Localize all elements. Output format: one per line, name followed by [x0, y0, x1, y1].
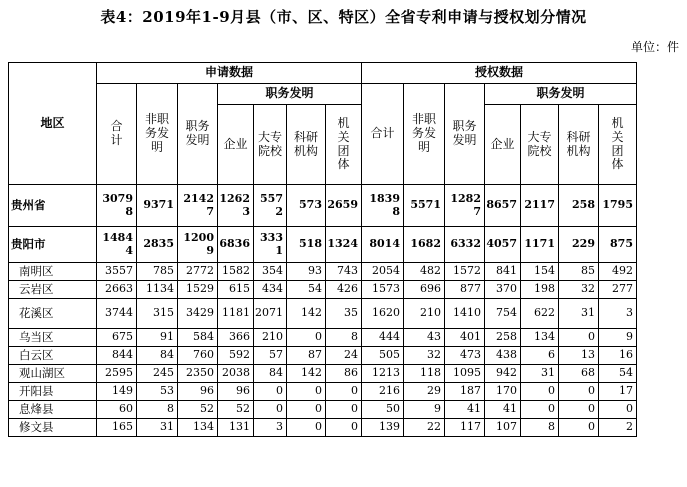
cell-gr-ent: 107: [485, 419, 521, 437]
cell-app-ent: 1181: [218, 299, 254, 329]
cell-gr-agy: 1795: [599, 185, 637, 227]
cell-gr-total: 216: [362, 383, 404, 401]
cell-gr-total: 8014: [362, 227, 404, 263]
cell-app-non: 9371: [137, 185, 178, 227]
cell-app-agy: 8: [326, 329, 362, 347]
cell-gr-non: 43: [404, 329, 445, 347]
cell-gr-total: 139: [362, 419, 404, 437]
cell-gr-svc: 1572: [445, 263, 485, 281]
cell-gr-total: 2054: [362, 263, 404, 281]
cell-app-svc: 1529: [178, 281, 218, 299]
cell-app-res: 0: [287, 383, 326, 401]
header-app-non-service: 非职务发明: [137, 84, 178, 185]
cell-gr-ent: 754: [485, 299, 521, 329]
cell-gr-agy: 492: [599, 263, 637, 281]
cell-app-col: 0: [254, 383, 287, 401]
cell-app-col: 5572: [254, 185, 287, 227]
cell-app-non: 91: [137, 329, 178, 347]
header-region: 地区: [9, 63, 97, 185]
header-gr-service-breakdown: 职务发明: [485, 84, 637, 105]
cell-app-agy: 35: [326, 299, 362, 329]
cell-app-ent: 12623: [218, 185, 254, 227]
region-name: 云岩区: [9, 281, 97, 299]
header-gr-research: 科研机构: [559, 105, 599, 185]
cell-app-ent: 592: [218, 347, 254, 365]
cell-app-svc: 21427: [178, 185, 218, 227]
cell-gr-res: 0: [559, 383, 599, 401]
cell-gr-col: 154: [521, 263, 559, 281]
cell-app-svc: 760: [178, 347, 218, 365]
cell-app-non: 8: [137, 401, 178, 419]
region-name: 观山湖区: [9, 365, 97, 383]
cell-gr-ent: 258: [485, 329, 521, 347]
header-app-service-breakdown: 职务发明: [218, 84, 362, 105]
cell-app-agy: 1324: [326, 227, 362, 263]
cell-app-svc: 584: [178, 329, 218, 347]
cell-gr-ent: 8657: [485, 185, 521, 227]
cell-app-total: 30798: [97, 185, 137, 227]
cell-app-non: 2835: [137, 227, 178, 263]
header-app-agency: 机关团体: [326, 105, 362, 185]
cell-gr-col: 622: [521, 299, 559, 329]
cell-gr-ent: 41: [485, 401, 521, 419]
cell-app-col: 57: [254, 347, 287, 365]
cell-gr-res: 68: [559, 365, 599, 383]
header-gr-service: 职务发明: [445, 84, 485, 185]
header-gr-total: 合计: [362, 84, 404, 185]
cell-gr-svc: 1410: [445, 299, 485, 329]
cell-app-ent: 131: [218, 419, 254, 437]
cell-app-svc: 12009: [178, 227, 218, 263]
cell-gr-agy: 9: [599, 329, 637, 347]
header-app-enterprise: 企业: [218, 105, 254, 185]
cell-app-ent: 2038: [218, 365, 254, 383]
cell-gr-non: 210: [404, 299, 445, 329]
cell-app-ent: 1582: [218, 263, 254, 281]
table-row: [9, 419, 637, 437]
cell-gr-non: 696: [404, 281, 445, 299]
cell-gr-col: 6: [521, 347, 559, 365]
cell-app-res: 573: [287, 185, 326, 227]
table-row: [9, 329, 637, 347]
header-app-service: 职务发明: [178, 84, 218, 185]
cell-gr-ent: 170: [485, 383, 521, 401]
cell-app-col: 0: [254, 401, 287, 419]
cell-app-col: 2071: [254, 299, 287, 329]
header-app-total: 合计: [97, 84, 137, 185]
cell-gr-col: 0: [521, 383, 559, 401]
header-app-research: 科研机构: [287, 105, 326, 185]
cell-app-col: 210: [254, 329, 287, 347]
cell-gr-agy: 54: [599, 365, 637, 383]
cell-app-total: 2663: [97, 281, 137, 299]
cell-gr-agy: 875: [599, 227, 637, 263]
cell-app-total: 14844: [97, 227, 137, 263]
cell-gr-svc: 473: [445, 347, 485, 365]
cell-gr-ent: 4057: [485, 227, 521, 263]
cell-gr-res: 0: [559, 329, 599, 347]
cell-app-ent: 366: [218, 329, 254, 347]
cell-gr-total: 444: [362, 329, 404, 347]
cell-gr-total: 18398: [362, 185, 404, 227]
cell-gr-res: 13: [559, 347, 599, 365]
region-name: 贵阳市: [9, 227, 97, 263]
cell-gr-col: 8: [521, 419, 559, 437]
cell-app-ent: 615: [218, 281, 254, 299]
table-row: [9, 281, 637, 299]
cell-gr-ent: 942: [485, 365, 521, 383]
cell-app-ent: 52: [218, 401, 254, 419]
cell-gr-svc: 877: [445, 281, 485, 299]
cell-app-total: 165: [97, 419, 137, 437]
cell-gr-agy: 0: [599, 401, 637, 419]
cell-gr-total: 505: [362, 347, 404, 365]
cell-app-col: 354: [254, 263, 287, 281]
cell-app-svc: 96: [178, 383, 218, 401]
region-name: 开阳县: [9, 383, 97, 401]
cell-app-res: 54: [287, 281, 326, 299]
cell-gr-non: 482: [404, 263, 445, 281]
cell-app-res: 518: [287, 227, 326, 263]
cell-gr-col: 1171: [521, 227, 559, 263]
cell-gr-agy: 2: [599, 419, 637, 437]
cell-app-total: 60: [97, 401, 137, 419]
cell-app-total: 844: [97, 347, 137, 365]
cell-app-ent: 6836: [218, 227, 254, 263]
cell-gr-total: 1620: [362, 299, 404, 329]
region-name: 花溪区: [9, 299, 97, 329]
cell-gr-ent: 438: [485, 347, 521, 365]
cell-app-agy: 743: [326, 263, 362, 281]
cell-gr-ent: 370: [485, 281, 521, 299]
cell-app-non: 785: [137, 263, 178, 281]
cell-app-col: 84: [254, 365, 287, 383]
cell-gr-svc: 117: [445, 419, 485, 437]
cell-gr-non: 1682: [404, 227, 445, 263]
cell-gr-svc: 6332: [445, 227, 485, 263]
cell-gr-non: 29: [404, 383, 445, 401]
cell-gr-total: 50: [362, 401, 404, 419]
table-row: [9, 365, 637, 383]
cell-app-col: 434: [254, 281, 287, 299]
cell-gr-agy: 16: [599, 347, 637, 365]
cell-app-svc: 2772: [178, 263, 218, 281]
cell-app-agy: 2659: [326, 185, 362, 227]
cell-gr-agy: 17: [599, 383, 637, 401]
cell-app-svc: 52: [178, 401, 218, 419]
cell-app-res: 0: [287, 419, 326, 437]
cell-gr-res: 85: [559, 263, 599, 281]
header-gr-enterprise: 企业: [485, 105, 521, 185]
cell-gr-total: 1573: [362, 281, 404, 299]
cell-app-non: 84: [137, 347, 178, 365]
header-gr-agency: 机关团体: [599, 105, 637, 185]
cell-app-res: 142: [287, 365, 326, 383]
cell-gr-col: 31: [521, 365, 559, 383]
cell-gr-svc: 1095: [445, 365, 485, 383]
cell-app-total: 3744: [97, 299, 137, 329]
cell-gr-res: 31: [559, 299, 599, 329]
cell-app-non: 1134: [137, 281, 178, 299]
cell-gr-non: 118: [404, 365, 445, 383]
header-gr-non-service: 非职务发明: [404, 84, 445, 185]
cell-app-total: 675: [97, 329, 137, 347]
cell-app-total: 3557: [97, 263, 137, 281]
table-title: 表4：2019年1-9月县（市、区、特区）全省专利申请与授权划分情况: [100, 8, 587, 26]
cell-app-non: 31: [137, 419, 178, 437]
cell-app-total: 149: [97, 383, 137, 401]
cell-app-agy: 24: [326, 347, 362, 365]
cell-gr-non: 9: [404, 401, 445, 419]
table-row: [9, 401, 637, 419]
cell-gr-res: 258: [559, 185, 599, 227]
header-gr-college: 大专院校: [521, 105, 559, 185]
table-row: [9, 185, 637, 227]
cell-gr-agy: 3: [599, 299, 637, 329]
cell-app-non: 315: [137, 299, 178, 329]
unit-label: 单位：件: [630, 40, 679, 54]
region-name: 修文县: [9, 419, 97, 437]
cell-gr-non: 5571: [404, 185, 445, 227]
cell-app-agy: 86: [326, 365, 362, 383]
table-row: [9, 383, 637, 401]
cell-app-res: 87: [287, 347, 326, 365]
cell-gr-ent: 841: [485, 263, 521, 281]
cell-gr-col: 0: [521, 401, 559, 419]
cell-app-agy: 426: [326, 281, 362, 299]
patent-table: [8, 62, 637, 437]
cell-gr-col: 198: [521, 281, 559, 299]
cell-gr-svc: 187: [445, 383, 485, 401]
cell-app-agy: 0: [326, 419, 362, 437]
cell-app-res: 142: [287, 299, 326, 329]
cell-app-svc: 2350: [178, 365, 218, 383]
cell-gr-res: 0: [559, 419, 599, 437]
header-grant: 授权数据: [362, 63, 637, 84]
cell-gr-col: 134: [521, 329, 559, 347]
cell-app-agy: 0: [326, 383, 362, 401]
table-row: [9, 227, 637, 263]
cell-app-res: 0: [287, 329, 326, 347]
cell-app-non: 245: [137, 365, 178, 383]
cell-gr-non: 22: [404, 419, 445, 437]
cell-app-non: 53: [137, 383, 178, 401]
cell-app-res: 0: [287, 401, 326, 419]
region-name: 白云区: [9, 347, 97, 365]
cell-gr-total: 1213: [362, 365, 404, 383]
table-row: [9, 263, 637, 281]
table-row: [9, 299, 637, 329]
cell-gr-col: 2117: [521, 185, 559, 227]
cell-app-svc: 134: [178, 419, 218, 437]
cell-app-ent: 96: [218, 383, 254, 401]
cell-app-svc: 3429: [178, 299, 218, 329]
header-application: 申请数据: [97, 63, 362, 84]
cell-app-total: 2595: [97, 365, 137, 383]
header-app-college: 大专院校: [254, 105, 287, 185]
cell-app-col: 3331: [254, 227, 287, 263]
table-row: [9, 347, 637, 365]
cell-app-res: 93: [287, 263, 326, 281]
cell-gr-svc: 12827: [445, 185, 485, 227]
region-name: 息烽县: [9, 401, 97, 419]
region-name: 贵州省: [9, 185, 97, 227]
cell-app-agy: 0: [326, 401, 362, 419]
cell-gr-res: 229: [559, 227, 599, 263]
cell-gr-svc: 401: [445, 329, 485, 347]
cell-gr-svc: 41: [445, 401, 485, 419]
cell-app-col: 3: [254, 419, 287, 437]
cell-gr-agy: 277: [599, 281, 637, 299]
cell-gr-non: 32: [404, 347, 445, 365]
cell-gr-res: 0: [559, 401, 599, 419]
region-name: 乌当区: [9, 329, 97, 347]
cell-gr-res: 32: [559, 281, 599, 299]
region-name: 南明区: [9, 263, 97, 281]
